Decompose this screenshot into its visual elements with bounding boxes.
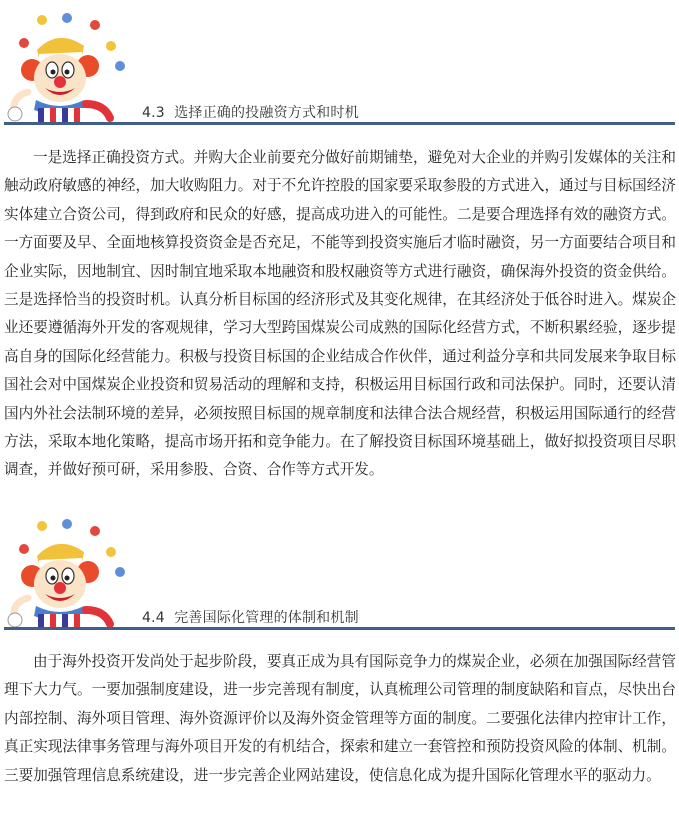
section-heading [142, 607, 359, 627]
section-heading [142, 102, 359, 122]
section-title: 选择正确的投融资方式和时机 [174, 105, 359, 121]
section-paragraph: 一是选择正确投资方式。并购大企业前要充分做好前期铺垫，避免对大企业的并购引发媒体的关注和触动政府敏感的神经，加大收购阻力。对于不允许控股的国家要采取参股的方式进入，通过与目标国经济实体建立合资公司，得到政府和民众的好感，提高成功进入的可能性。二是要合理选择有效的融资方式。一方面要及早、全面地核算投资资金是否充足，不能等到投资实施后才临时融资，另一方面要结合项目和企业实际，因地制宜、因时制宜地采取本地融资和股权融资等方式进行融资，确保海外投资的资金供给。三是选择恰当的投资时机。认真分析目标国的经济形式及其变化规律，在其经济处于低谷时进入。煤炭企业还要遵循海外开发的客观规律，学习大型跨国煤炭公司成熟的国际化经营方式，不断积累经验，逐步提高自身的国际化经营能力。积极与投资目标国的企业结成合作伙伴，通过利益分享和共同发展来争取目标国社会对中国煤炭企业投资和贸易活动的理解和支持，积极运用目标国行政和司法保护。同时，还要认清国内外社会法制环境的差异，必须按照目标国的规章制度和法律合法合规经营，积极运用国际通行的经营方法，采取本地化策略，提高市场开拓和竞争能力。在了解投资目标国环境基础上，做好拟投资项目尽职调查，并做好预可研，采用参股、合资、合作等方式开发。 [4, 149, 676, 479]
heading-divider [4, 122, 675, 125]
clown-mascot-icon [0, 506, 140, 634]
section-paragraph: 由于海外投资开发尚处于起步阶段，要真正成为具有国际竞争力的煤炭企业，必须在加强国际经营管理下大力气。一要加强制度建设，进一步完善现有制度，认真梳理公司管理的制度缺陷和盲点，尽快出台内部控制、海外项目管理、海外资源评价以及海外资金管理等方面的制度。二要强化法律内控审计工作，真正实现法律事务管理与海外项目开发的有机结合，探索和建立一套管控和预防投资风险的体制、机制。三要加强管理信息系统建设，进一步完善企业网站建设，使信息化成为提升国际化管理水平的驱动力。 [4, 653, 676, 784]
section-number: 4.3 [142, 105, 165, 121]
section-title: 完善国际化管理的体制和机制 [174, 610, 359, 626]
heading-divider [4, 627, 675, 630]
section-number: 4.4 [142, 610, 165, 626]
clown-mascot-icon [0, 0, 140, 128]
section-header-4-3 [0, 0, 679, 128]
section-header-4-4 [0, 506, 679, 634]
